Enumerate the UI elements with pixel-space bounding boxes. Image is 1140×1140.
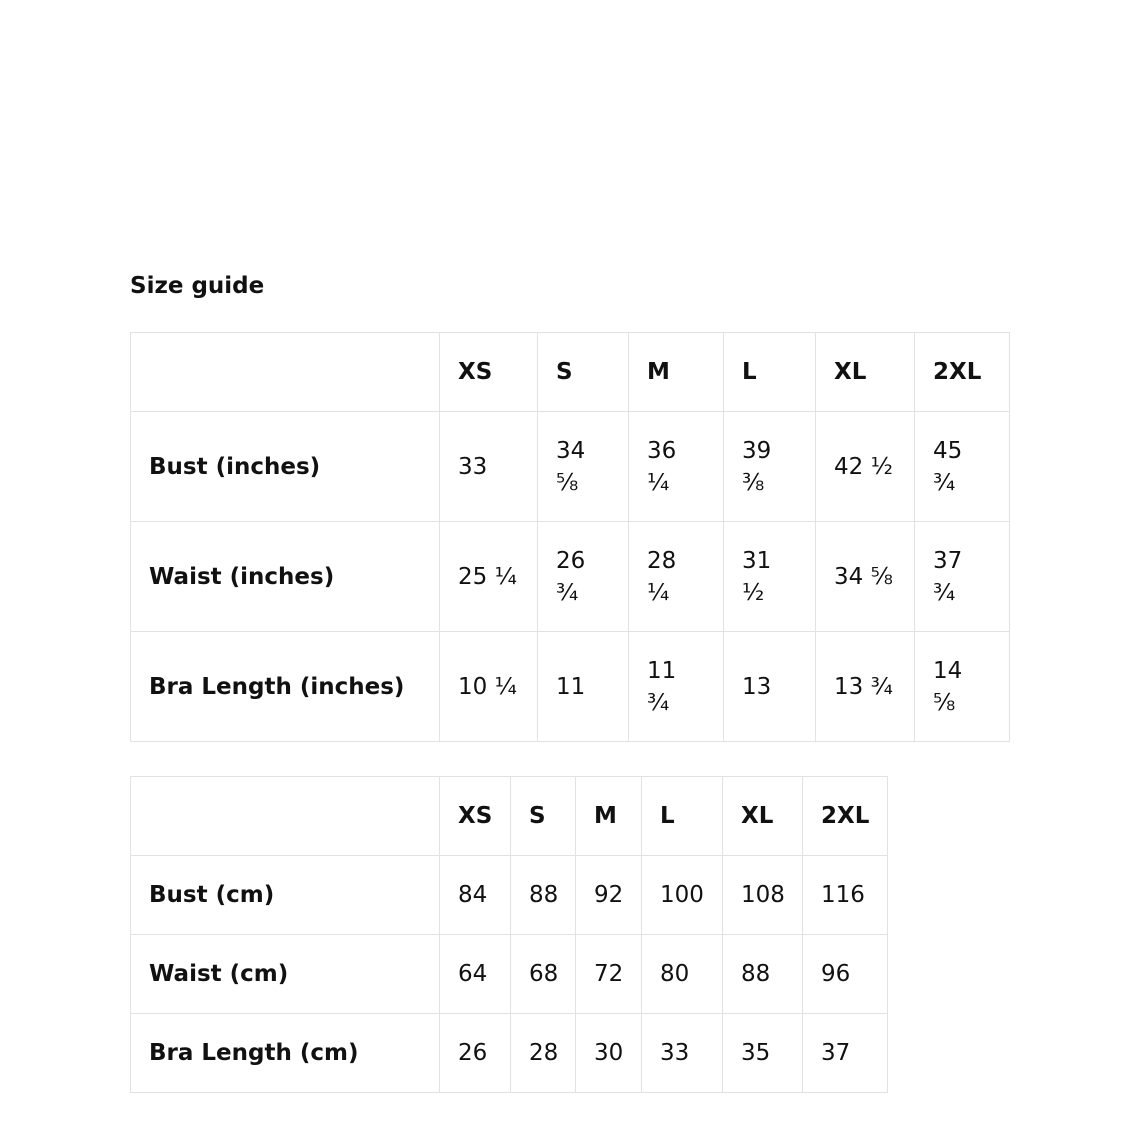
table-cell: 34 ⅝ xyxy=(816,522,915,632)
table-cell: 28 ¼ xyxy=(629,522,724,632)
header-cell-s: S xyxy=(538,333,629,412)
table-cell: 33 xyxy=(642,1014,723,1093)
table-cell: 64 xyxy=(440,935,511,1014)
row-label-bra-length: Bra Length (cm) xyxy=(131,1014,440,1093)
header-cell-xl: XL xyxy=(723,777,803,856)
table-cell: 88 xyxy=(511,856,576,935)
header-cell-xs: XS xyxy=(440,777,511,856)
header-cell-l: L xyxy=(724,333,816,412)
table-row xyxy=(131,522,1010,632)
table-cell: 37 xyxy=(803,1014,888,1093)
header-cell-xs: XS xyxy=(440,333,538,412)
table-cell: 30 xyxy=(576,1014,642,1093)
table-row xyxy=(131,1014,888,1093)
header-cell-m: M xyxy=(629,333,724,412)
table-header-row xyxy=(131,333,1010,412)
table-cell: 28 xyxy=(511,1014,576,1093)
table-row xyxy=(131,412,1010,522)
table-cell: 25 ¼ xyxy=(440,522,538,632)
table-cell: 80 xyxy=(642,935,723,1014)
table-cell: 45 ¾ xyxy=(915,412,1010,522)
row-label-waist: Waist (cm) xyxy=(131,935,440,1014)
table-cell: 33 xyxy=(440,412,538,522)
table-row xyxy=(131,935,888,1014)
table-cell: 96 xyxy=(803,935,888,1014)
table-cell: 72 xyxy=(576,935,642,1014)
table-cell: 11 xyxy=(538,632,629,742)
table-cell: 26 xyxy=(440,1014,511,1093)
header-cell-2xl: 2XL xyxy=(915,333,1010,412)
header-cell-s: S xyxy=(511,777,576,856)
table-row xyxy=(131,632,1010,742)
row-label-waist: Waist (inches) xyxy=(131,522,440,632)
table-header-row xyxy=(131,777,888,856)
table-cell: 35 xyxy=(723,1014,803,1093)
table-cell: 13 ¾ xyxy=(816,632,915,742)
table-cell: 14 ⅝ xyxy=(915,632,1010,742)
page-title: Size guide xyxy=(130,273,265,299)
table-cell: 88 xyxy=(723,935,803,1014)
table-cell: 108 xyxy=(723,856,803,935)
row-label-bust: Bust (inches) xyxy=(131,412,440,522)
row-label-bra-length: Bra Length (inches) xyxy=(131,632,440,742)
table-cell: 68 xyxy=(511,935,576,1014)
table-cell: 116 xyxy=(803,856,888,935)
table-cell: 34 ⅝ xyxy=(538,412,629,522)
table-cell: 10 ¼ xyxy=(440,632,538,742)
table-cell: 84 xyxy=(440,856,511,935)
table-cell: 26 ¾ xyxy=(538,522,629,632)
table-cell: 42 ½ xyxy=(816,412,915,522)
header-cell-empty xyxy=(131,333,440,412)
table-cell: 37 ¾ xyxy=(915,522,1010,632)
table-cell: 36 ¼ xyxy=(629,412,724,522)
table-row xyxy=(131,856,888,935)
header-cell-empty xyxy=(131,777,440,856)
header-cell-l: L xyxy=(642,777,723,856)
table-cell: 31 ½ xyxy=(724,522,816,632)
table-cell: 13 xyxy=(724,632,816,742)
header-cell-xl: XL xyxy=(816,333,915,412)
table-cell: 39 ⅜ xyxy=(724,412,816,522)
header-cell-m: M xyxy=(576,777,642,856)
size-table-cm xyxy=(130,776,888,1093)
size-table-inches xyxy=(130,332,1010,742)
table-cell: 100 xyxy=(642,856,723,935)
row-label-bust: Bust (cm) xyxy=(131,856,440,935)
header-cell-2xl: 2XL xyxy=(803,777,888,856)
table-cell: 11 ¾ xyxy=(629,632,724,742)
table-cell: 92 xyxy=(576,856,642,935)
